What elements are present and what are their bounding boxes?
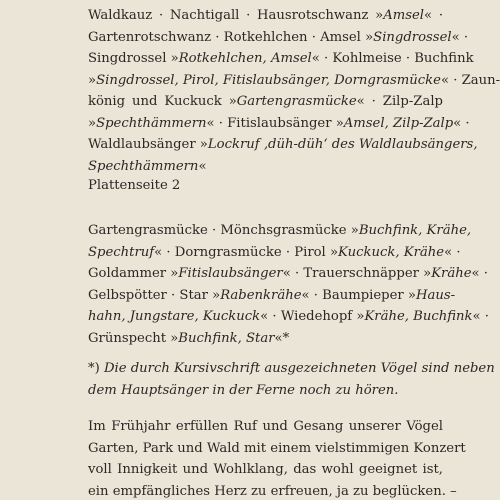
text-line: [88, 416, 443, 438]
text: könig und Kuckuck »: [88, 94, 237, 109]
text: Waldlaubsänger »: [88, 137, 208, 152]
text: Im Frühjahr erfüllen Ruf und Gesang unserer Vögel: [88, 419, 443, 434]
italic-text: Spechthämmern: [96, 115, 207, 131]
italic-text: Spechtruf: [88, 244, 155, 260]
italic-text: hahn, Jungstare, Kuckuck: [88, 309, 261, 324]
text-line: [88, 113, 470, 135]
text: *): [88, 361, 104, 376]
text-line: [88, 328, 443, 350]
text: Goldammer »: [88, 266, 179, 281]
text: « ·: [451, 29, 469, 45]
text: »: [88, 115, 97, 131]
text-line: [88, 481, 457, 500]
italic-text: Krähe: [431, 266, 472, 281]
text: « ·: [424, 8, 444, 23]
italic-text: Buchfink, Star: [178, 330, 275, 346]
text: voll Innigkeit und Wohlklang, das wohl geeignet ist,: [88, 462, 443, 477]
text-line: [88, 285, 456, 307]
text: « · Fitislaubsänger »: [206, 115, 344, 131]
text-line: [88, 242, 461, 264]
text-line: [88, 5, 443, 27]
text: »: [88, 72, 97, 88]
text: « ·: [453, 115, 470, 131]
text: « · Kohlmeise · Buchfink: [311, 51, 474, 66]
text-line: [88, 156, 443, 178]
italic-text: Buchfink, Krähe,: [358, 223, 472, 238]
italic-text: Amsel, Zilp-Zalp: [343, 115, 454, 131]
text: Gartengrasmücke · Mönchsgrasmücke »: [88, 223, 359, 238]
italic-text: Spechthämmern: [88, 158, 199, 174]
text-line: [88, 70, 500, 92]
text-line: [88, 220, 472, 242]
italic-text: Lockruf ‚düh-düh‘ des Waldlaubsängers,: [207, 137, 478, 152]
text-line: [88, 358, 495, 380]
text: « · Zaun-: [440, 72, 500, 88]
italic-text: Singdrossel, Pirol, Fitislaubsänger, Dorngrasmücke: [96, 72, 441, 88]
italic-text: Haus-: [415, 287, 456, 303]
italic-text: Rabenkrähe: [220, 287, 302, 303]
text: Gartenrotschwanz · Rotkehlchen · Amsel »: [88, 29, 374, 45]
italic-text: Fitislaubsänger: [178, 266, 283, 281]
italic-text: Gartengrasmücke: [236, 94, 357, 109]
text-line: [88, 438, 466, 460]
italic-text: Kuckuck, Krähe: [338, 244, 445, 260]
text: « ·: [444, 244, 461, 260]
italic-text: Die durch Kursivschrift ausgezeichneten Vögel sind neben: [103, 361, 495, 376]
text-line: [88, 459, 443, 481]
text: Grünspecht »: [88, 330, 179, 346]
text: « ·: [471, 266, 488, 281]
text: « · Baumpieper »: [301, 287, 416, 303]
text: Waldkauz · Nachtigall · Hausrotschwanz »: [88, 8, 384, 23]
italic-text: Singdrossel: [373, 29, 452, 45]
footnote: [88, 358, 495, 401]
italic-text: dem Hauptsänger in der Ferne noch zu hören.: [88, 382, 399, 398]
text-line: [88, 380, 443, 402]
bird-list-side-1: [88, 5, 500, 177]
text: « · Wiedehopf »: [260, 309, 365, 324]
text: « ·: [472, 309, 489, 324]
text: « · Trauerschnäpper »: [282, 266, 432, 281]
intro-paragraph: [88, 416, 466, 500]
text-line: [88, 91, 443, 113]
text-line: [88, 48, 474, 70]
italic-text: Amsel: [383, 8, 425, 23]
text: ein empfängliches Herz zu erfreuen, ja zu beglücken. –: [88, 483, 457, 499]
italic-text: Krähe, Buchfink: [364, 309, 473, 324]
text-line: [88, 134, 478, 156]
text: « · Dorngrasmücke · Pirol »: [154, 244, 339, 260]
text-line: [88, 27, 469, 49]
text-line: [88, 263, 488, 285]
text: «: [198, 158, 207, 174]
bird-list-side-2: [88, 220, 489, 349]
text-line: [88, 306, 489, 328]
text: Singdrossel »: [88, 51, 179, 66]
italic-text: Rotkehlchen, Amsel: [178, 51, 312, 66]
text: « · Zilp-Zalp: [356, 94, 443, 109]
text: Garten, Park und Wald mit einem vielstimmigen Konzert: [88, 440, 466, 456]
text: «*: [274, 330, 290, 346]
text: Gelbspötter · Star »: [88, 287, 221, 303]
side-2-heading: Plattenseite 2: [88, 178, 181, 193]
